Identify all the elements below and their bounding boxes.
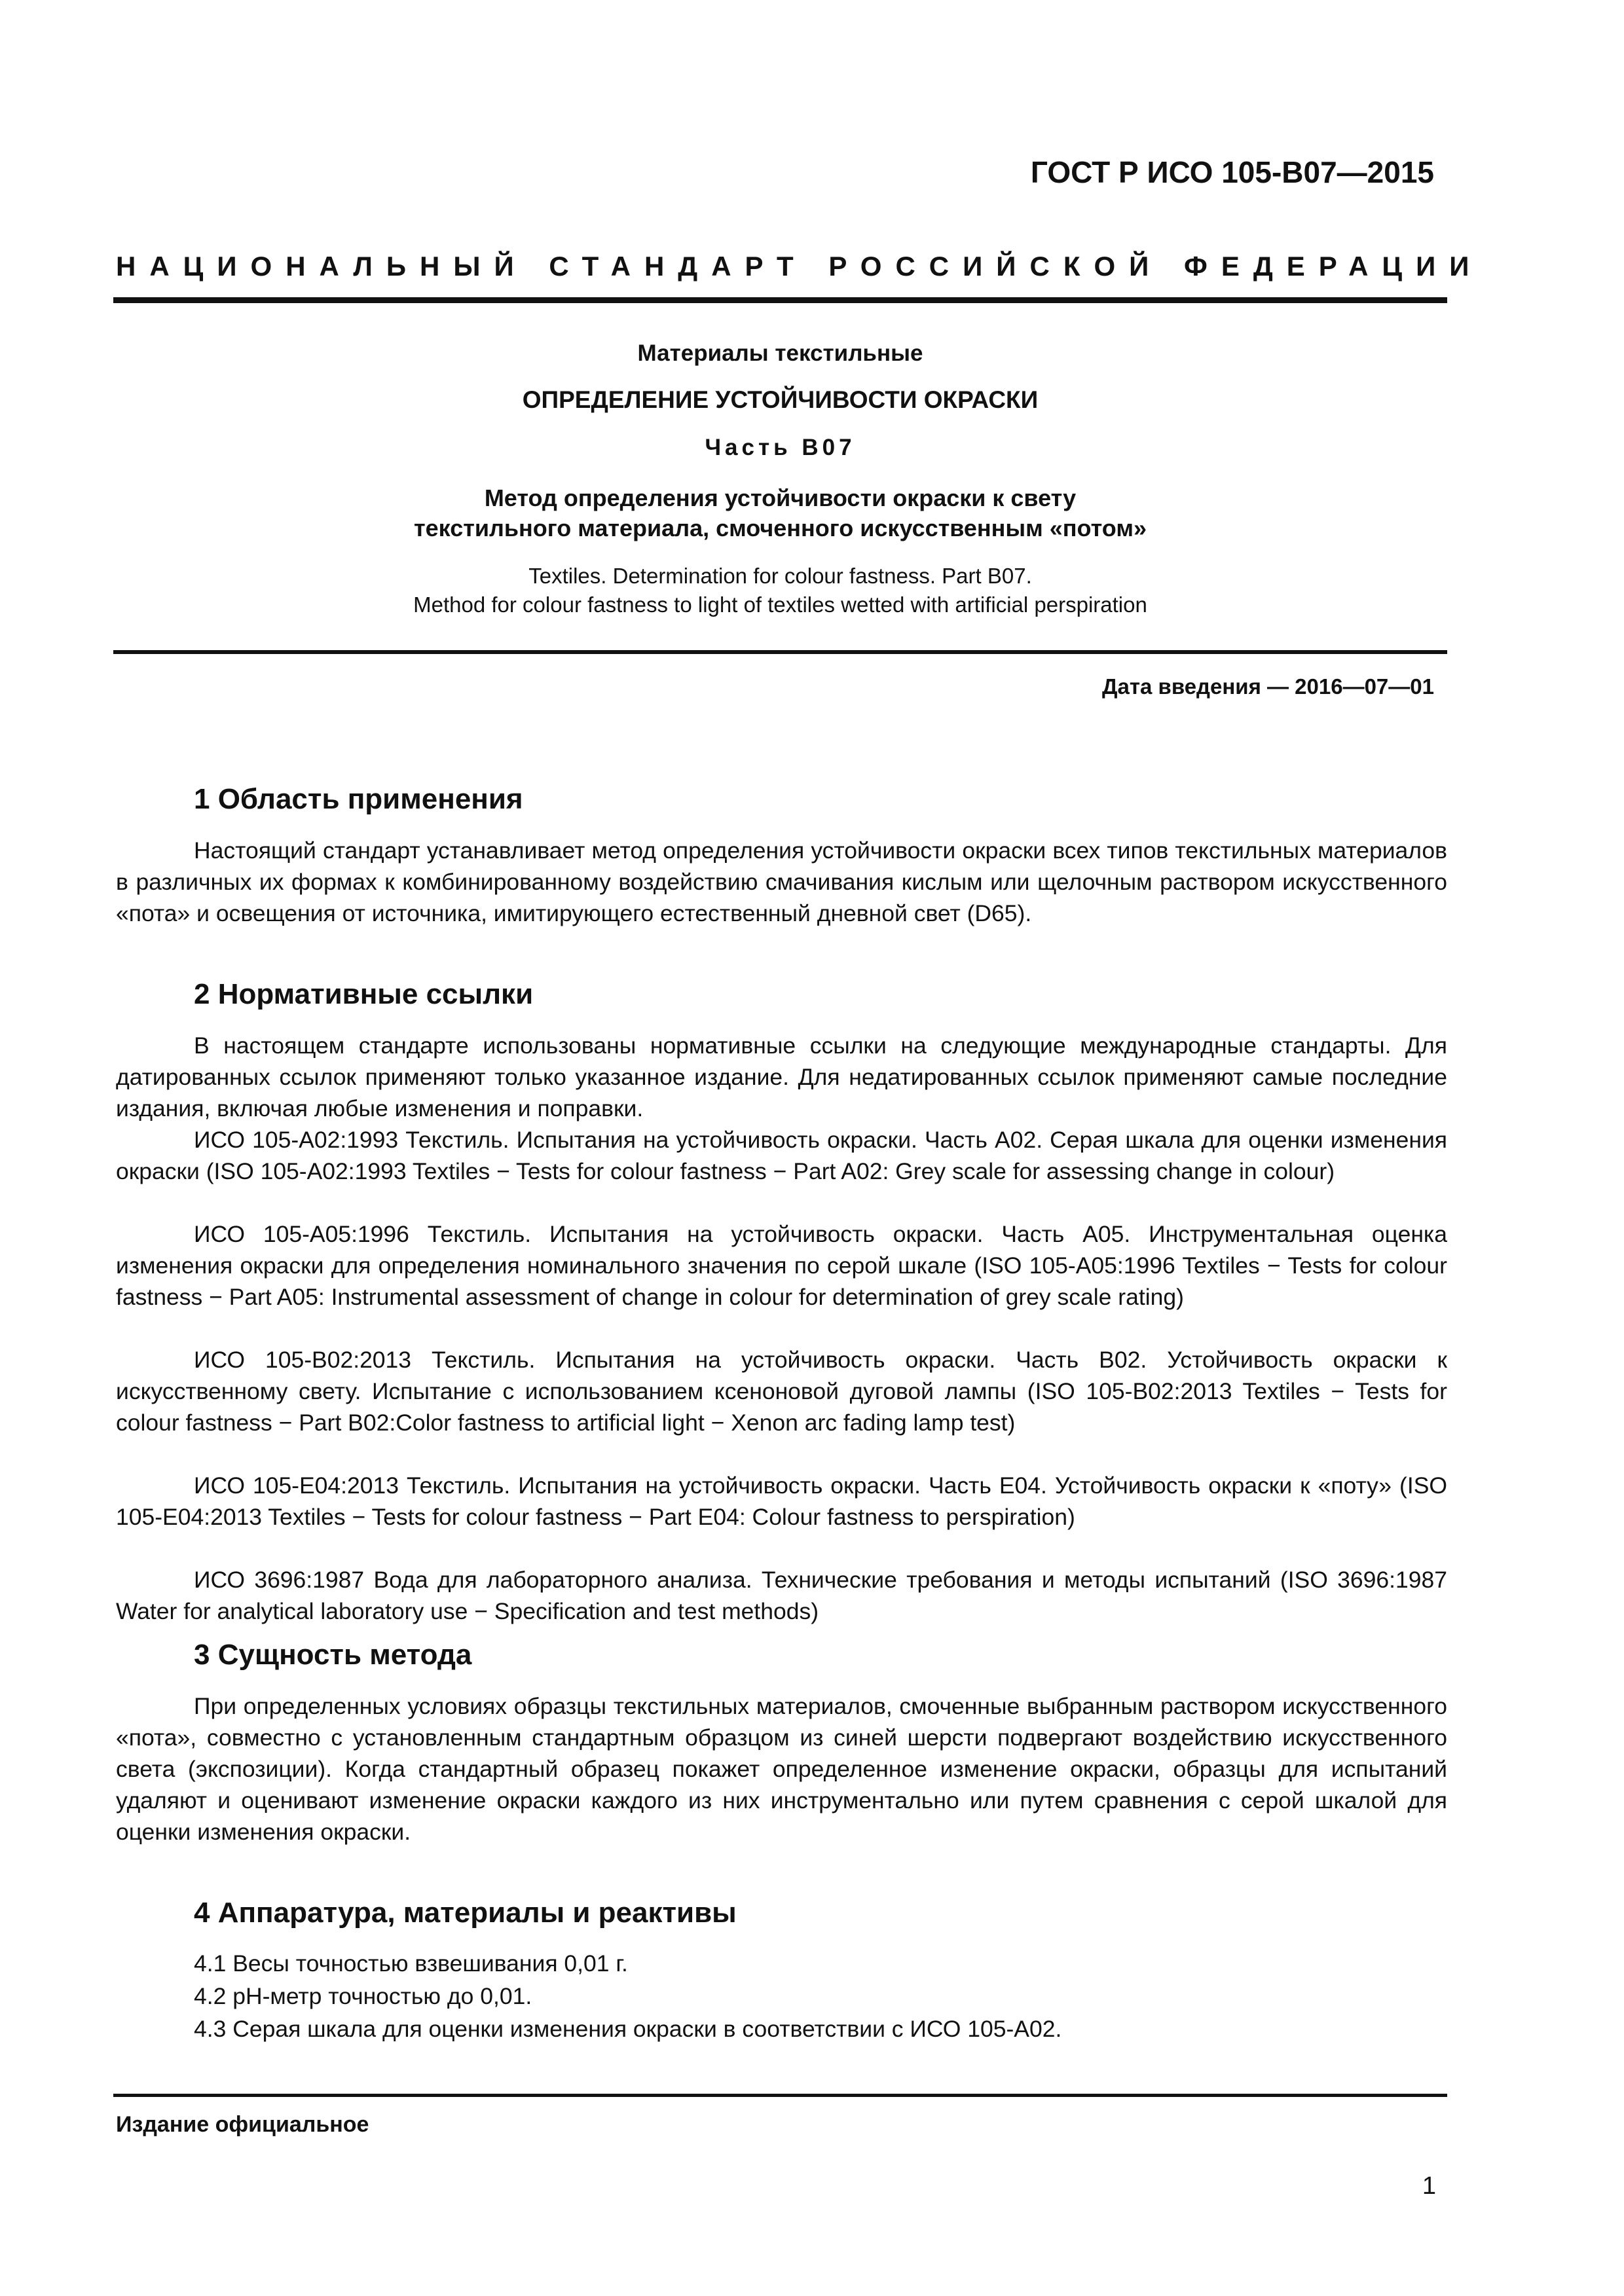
title-main: ОПРЕДЕЛЕНИЕ УСТОЙЧИВОСТИ ОКРАСКИ xyxy=(522,386,1039,413)
title-english-line1: Textiles. Determination for colour fastness. Part B07. xyxy=(528,564,1032,588)
introduction-date: Дата введения — 2016—07—01 xyxy=(1102,674,1434,699)
edition-label: Издание официальное xyxy=(116,2112,369,2137)
reference-iso-3696: ИСО 3696:1987 Вода для лабораторного анализа. Технические требования и методы испытаний (ISO 3696:1987 Water for analytical laboratory use − Specification and test methods) xyxy=(116,1567,1447,1624)
reference-iso-105-e04: ИСО 105-E04:2013 Текстиль. Испытания на устойчивость окраски. Часть E04. Устойчивость окраски к «поту» (ISO 105-E04:2013 Textiles − Tests for colour fastness − Part E04: Colour fastness to perspiration) xyxy=(116,1472,1447,1530)
document-number: ГОСТ Р ИСО 105-B07—2015 xyxy=(1030,155,1434,189)
section-heading-normative-references: 2 Нормативные ссылки xyxy=(194,978,534,1010)
page-number: 1 xyxy=(1422,2172,1436,2200)
section-heading-scope: 1 Область применения xyxy=(194,783,523,815)
list-item-scales: 4.1 Весы точностью взвешивания 0,01 г. xyxy=(194,1950,628,1977)
title-divider xyxy=(113,650,1447,654)
list-item-ph-meter: 4.2 pH-метр точностью до 0,01. xyxy=(194,1983,532,2009)
title-part: Часть B07 xyxy=(705,435,856,460)
paragraph-scope: Настоящий стандарт устанавливает метод определения устойчивости окраски всех типов текстильных материалов в различных их формах к комбинированному воздействию смачивания кислым или щелочным раствором искусственного «пота» и освещения от источника, имитирующего естественный дневной свет (D65). xyxy=(116,837,1447,926)
title-english-line2: Method for colour fastness to light of textiles wetted with artificial perspiration xyxy=(413,592,1147,617)
national-standard-banner: НАЦИОНАЛЬНЫЙ СТАНДАРТ РОССИЙСКОЙ ФЕДЕРАЦИИ xyxy=(116,251,1483,282)
title-english xyxy=(113,562,1447,619)
title-materials: Материалы текстильные xyxy=(637,340,923,366)
footer-divider xyxy=(113,2094,1447,2097)
list-item-grey-scale: 4.3 Серая шкала для оценки изменения окраски в соответствии с ИСО 105-A02. xyxy=(194,2016,1062,2042)
title-method-line1: Метод определения устойчивости окраски к свету xyxy=(484,484,1077,511)
section-heading-apparatus: 4 Аппаратура, материалы и реактивы xyxy=(194,1897,737,1929)
header-divider xyxy=(113,297,1447,303)
paragraph-references-intro: В настоящем стандарте использованы нормативные ссылки на следующие международные стандарты. Для датированных ссылок применяют только указанное издание. Для недатированных ссылок применяют самые последние издания, включая любые изменения и поправки. xyxy=(116,1032,1447,1121)
reference-iso-105-b02: ИСО 105-B02:2013 Текстиль. Испытания на устойчивость окраски. Часть B02. Устойчивость окраски к искусственному свету. Испытание с использованием ксеноновой дуговой лампы (ISO 105-B02:2013 Textiles − Tests for colour fastness − Part B02:Color fastness to artificial light − Xenon arc fading lamp test) xyxy=(116,1347,1447,1436)
title-method xyxy=(113,483,1447,543)
reference-iso-105-a02: ИСО 105-A02:1993 Текстиль. Испытания на устойчивость окраски. Часть A02. Серая шкала для оценки изменения окраски (ISO 105-A02:1993 Textiles − Tests for colour fastness − Part A02: Grey scale for assessing change in colour) xyxy=(116,1127,1447,1184)
paragraph-method-essence: При определенных условиях образцы текстильных материалов, смоченные выбранным раствором искусственного «пота», совместно с установленным стандартным образцом из синей шерсти подвергают воздействию искусственного света (экспозиции). Когда стандартный образец покажет определенное изменение окраски, образцы для испытаний удаляют и оценивают изменение окраски каждого из них инструментально или путем сравнения с серой шкалой для оценки изменения окраски. xyxy=(116,1693,1447,1845)
reference-iso-105-a05: ИСО 105-A05:1996 Текстиль. Испытания на устойчивость окраски. Часть A05. Инструментальная оценка изменения окраски для определения номинального значения по серой шкале (ISO 105-A05:1996 Textiles − Tests for colour fastness − Part A05: Instrumental assessment of change in colour for determination of grey scale rating) xyxy=(116,1221,1447,1310)
section-heading-method-essence: 3 Сущность метода xyxy=(194,1639,472,1671)
title-method-line2: текстильного материала, смоченного искусственным «потом» xyxy=(414,515,1147,541)
